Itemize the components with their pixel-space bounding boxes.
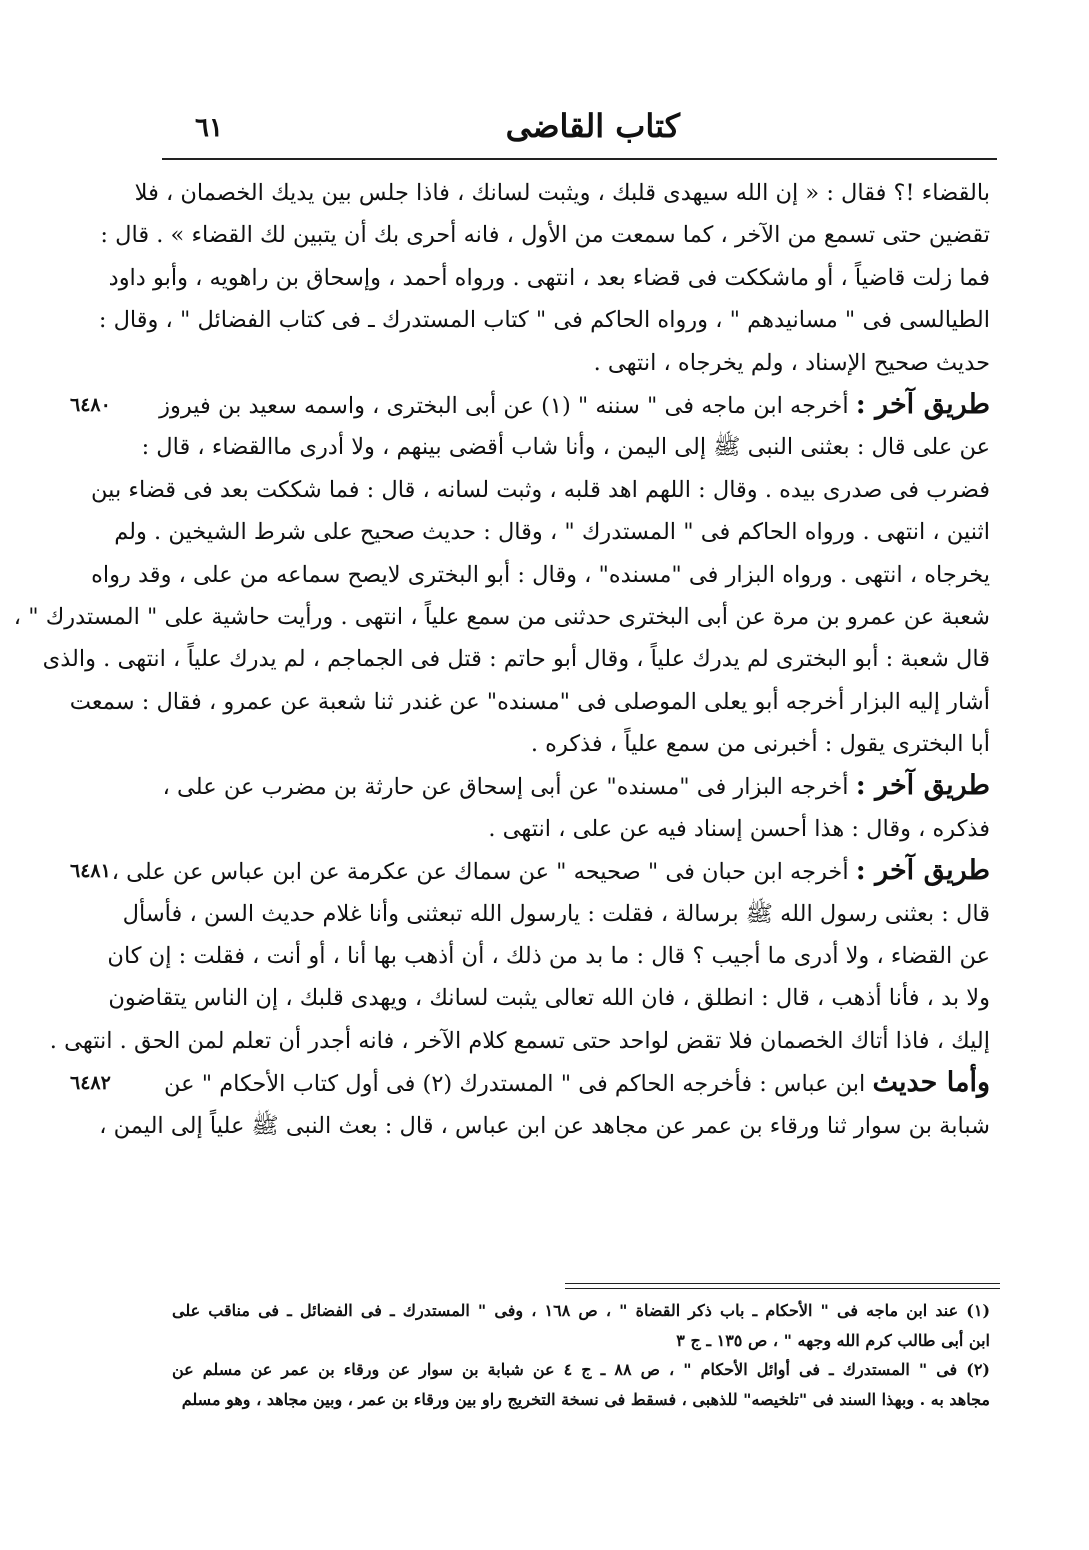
text-line xyxy=(164,1062,990,1104)
line-text: يخرجاه ، انتهى . ورواه البزار فى "مسنده" ، وقال : أبو البخترى لايصح سماعه من على ، وقد رواه xyxy=(91,561,990,588)
line-text: الطيالسى فى " مسانيدهم " ، ورواه الحاكم فى " كتاب المستدرك ـ فى كتاب الفضائل " ، وقال : xyxy=(98,307,990,334)
line-text: شعبة عن عمرو بن مرة عن أبى البخترى حدثنى من سمع علياً ، انتهى . ورأيت حاشية على " المستدرك " ، xyxy=(13,603,990,630)
footnote-line: مجاهد به . وبهذا السند فى "تلخيصه" للذهبى ، فسقط فى نسخة التخريج راو بين ورقاء بن عمر ، وبين مجاهد ، وهو مسلم xyxy=(181,1389,990,1409)
line-text: عن على قال : بعثنى النبى ﷺ إلى اليمن ، وأنا شاب أقضى بينهم ، ولا أدرى ماالقضاء ، قال : xyxy=(141,434,990,461)
text-line xyxy=(91,554,990,596)
paragraph-lead: طريق آخر : xyxy=(855,388,990,420)
line-text: أخرجه ابن حبان فى " صحيحه " عن سماك عن عكرمة عن ابن عباس عن على ، xyxy=(111,859,856,886)
text-line xyxy=(107,935,990,977)
hadith-number: ٦٤٨١ xyxy=(70,860,111,883)
line-text: ابن عباس : فأخرجه الحاكم فى " المستدرك (٢) فى أول كتاب الأحكام " عن xyxy=(164,1071,873,1098)
line-text: قال : بعثنى رسول الله ﷺ برسالة ، فقلت : يارسول الله تبعثنى وأنا غلام حديث السن ، فأسأل xyxy=(122,900,990,927)
text-line xyxy=(98,299,990,341)
text-line xyxy=(114,511,990,553)
footnote-rule-top xyxy=(565,1283,1000,1284)
footnote-line: (٢) فى " المستدرك ـ فى أوائل الأحكام " ، ص ٨٨ ـ ج ٤ عن شبابة بن سوار عن ورقاء بن عمر عن مسلم عن xyxy=(172,1360,990,1379)
line-text: إليك ، فاذا أتاك الخصمان فلا تقض لواحد حتى تسمع كلام الآخر ، فانه أجدر أن تعلم لمن الحق . انتهى . xyxy=(49,1027,990,1054)
footnotes xyxy=(172,1296,990,1414)
text-line xyxy=(122,893,990,935)
footnote xyxy=(172,1355,990,1414)
text-line xyxy=(108,977,990,1019)
hadith-number: ٦٤٨٢ xyxy=(70,1072,111,1095)
line-text: فما زلت قاضياً ، أو ماشككت فى قضاء بعد ، انتهى . ورواه أحمد ، وإسحاق بن راهويه ، وأبو داود xyxy=(108,264,990,291)
text-line xyxy=(99,1105,990,1147)
page-number: ٦١ xyxy=(195,113,223,143)
line-text: أخرجه ابن ماجه فى " سننه " (١) عن أبى البخترى ، واسمه سعيد بن فيروز xyxy=(159,392,856,419)
text-line xyxy=(172,723,990,765)
line-text: أشار إليه البزار أخرجه أبو يعلى الموصلى فى "مسنده" عن غندر ثنا شعبة عن عمرو ، فقال : سمعت xyxy=(69,688,990,715)
line-text: فذكره ، وقال : هذا أحسن إسناد فيه عن على ، انتهى . xyxy=(488,815,990,842)
text-line xyxy=(159,384,990,426)
text-line xyxy=(69,681,990,723)
text-line xyxy=(49,1020,990,1062)
text-line xyxy=(108,257,990,299)
line-text: أبا البخترى يقول : أخبرنى من سمع علياً ، فذكره . xyxy=(530,731,990,758)
text-line xyxy=(42,638,990,680)
line-text: فضرب فى صدرى بيده . وقال : اللهم اهد قلبه ، وثبت لسانه ، قال : فما شككت بعد فى قضاء بين xyxy=(91,476,990,503)
footnote-line: ابن أبى طالب كرم الله وجهه " ، ص ١٣٥ ـ ج ٣ xyxy=(676,1330,990,1350)
text-line xyxy=(141,426,990,468)
line-text: شبابة بن سوار ثنا ورقاء بن عمر عن مجاهد عن ابن عباس ، قال : بعث النبى ﷺ علياً إلى اليمن ، xyxy=(99,1112,990,1139)
paragraph-lead: طريق آخر : xyxy=(855,770,990,802)
text-line xyxy=(91,469,990,511)
paragraph xyxy=(162,765,990,850)
footnote-rule-bottom xyxy=(565,1288,1000,1289)
text-line xyxy=(100,214,990,256)
text-line xyxy=(134,172,990,214)
text-line xyxy=(162,765,990,807)
line-text: اثنين ، انتهى . ورواه الحاكم فى " المستدرك " ، وقال : حديث صحيح على شرط الشيخين . ولم xyxy=(114,519,990,546)
line-text: ولا بد ، فأنا أذهب ، قال : انطلق ، فان الله تعالى يثبت لسانك ، ويهدى قلبك ، إن الناس يتقاضون xyxy=(108,985,990,1012)
line-text: قال شعبة : أبو البخترى لم يدرك علياً ، وقال أبو حاتم : قتل فى الجماجم ، لم يدرك علياً ، انتهى . والذى xyxy=(42,646,990,673)
hadith-number: ٦٤٨٠ xyxy=(70,394,111,416)
paragraph xyxy=(99,1062,990,1147)
line-text: تقضين حتى تسمع من الآخر ، كما سمعت من الأول ، فانه أحرى بك أن يتبين لك القضاء » . قال : xyxy=(100,222,990,249)
running-title: كتاب القاضى xyxy=(505,107,680,145)
line-text: حديث صحيح الإسناد ، ولم يخرجاه ، انتهى . xyxy=(593,349,990,376)
footnote xyxy=(172,1296,990,1355)
line-text: عن القضاء ، ولا أدرى ما أجيب ؟ قال : ما بد من ذلك ، أن أذهب بها أنا ، أو أنت ، فقلت : إن كان xyxy=(107,943,990,970)
header-rule xyxy=(162,158,997,160)
line-text: أخرجه البزار فى "مسنده" عن أبى إسحاق عن حارثة بن مضرب عن على ، xyxy=(162,774,856,801)
line-text: بالقضاء !؟ فقال : « إن الله سيهدى قلبك ، ويثبت لسانك ، فاذا جلس بين يديك الخصمان ، فلا xyxy=(134,180,990,206)
paragraph xyxy=(98,172,990,384)
text-line xyxy=(13,596,990,638)
text-line xyxy=(111,850,990,892)
paragraph-lead: وأما حديث xyxy=(872,1067,990,1099)
paragraph-lead: طريق آخر : xyxy=(855,855,990,887)
text-line xyxy=(172,342,990,384)
text-line xyxy=(172,808,990,850)
footnote-line: (١) عند ابن ماجه فى " الأحكام ـ باب ذكر القضاة " ، ص ١٦٨ ، وفى " المستدرك ـ فى الفضائل ـ فى مناقب على xyxy=(172,1301,991,1320)
page-header xyxy=(165,95,1000,155)
